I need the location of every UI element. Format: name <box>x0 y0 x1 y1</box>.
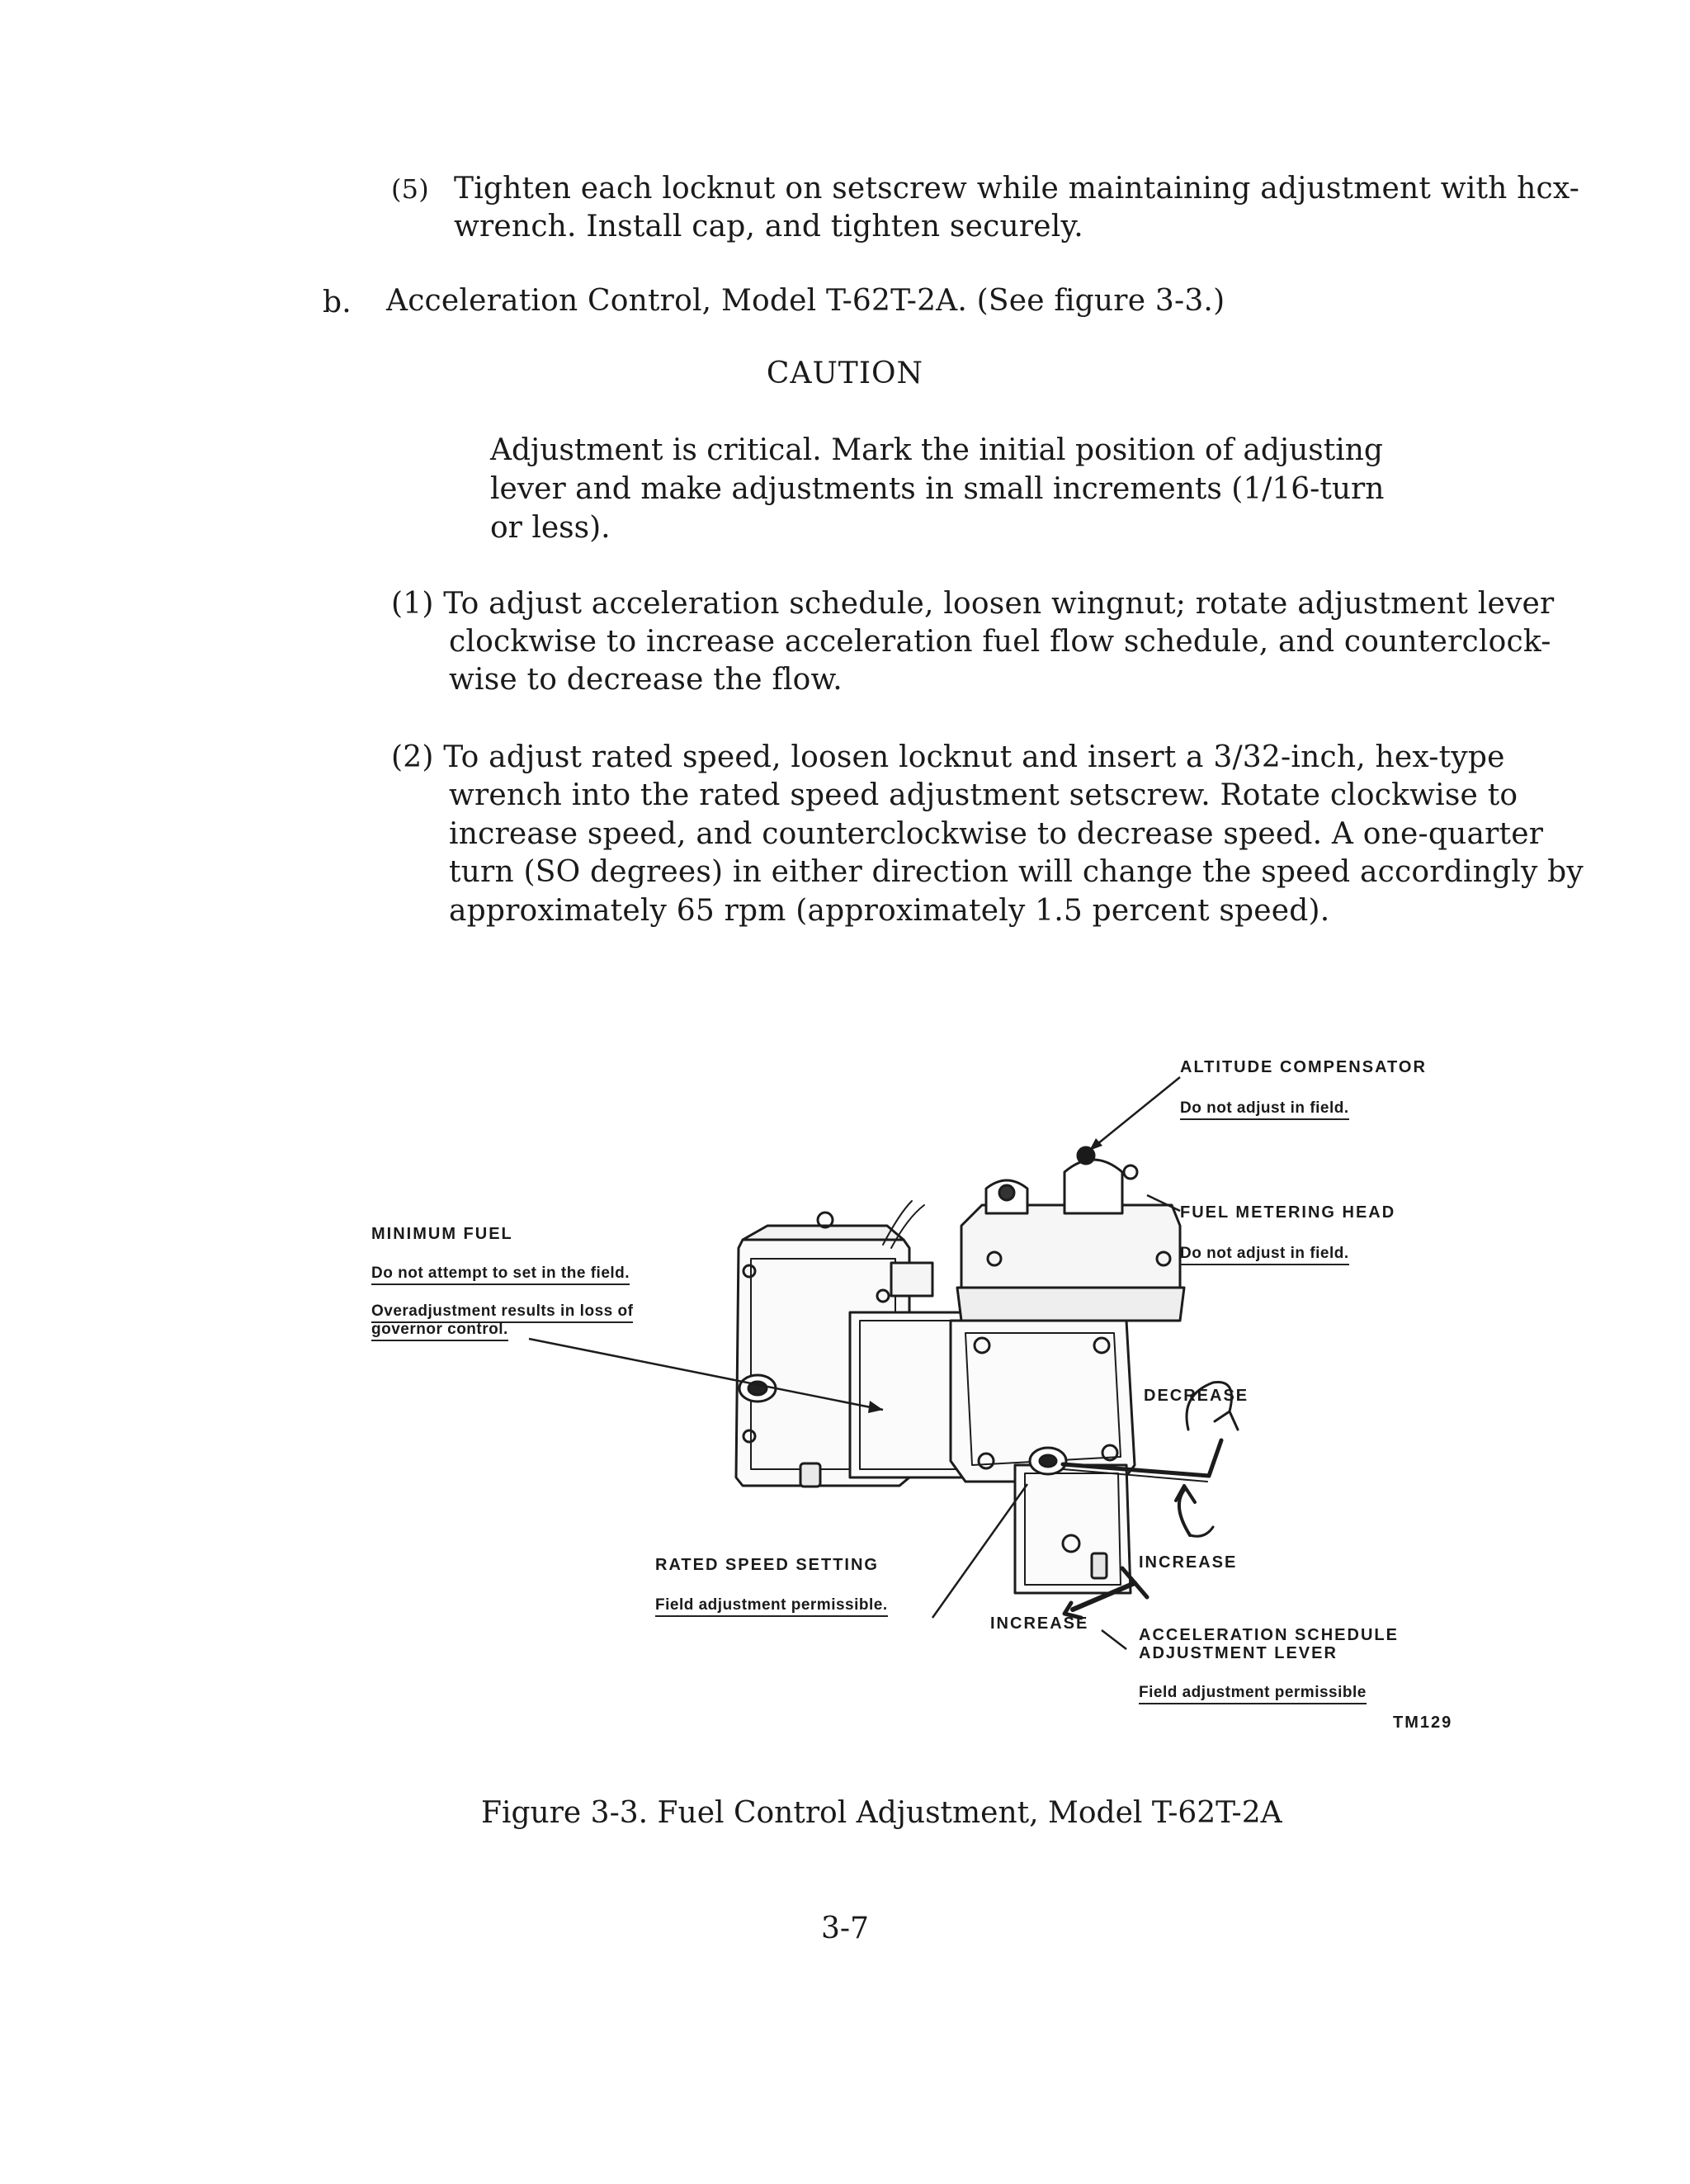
substep-2-line-4: turn (SO degrees) in either direction will change the speed accordingly by <box>449 855 1584 889</box>
note-minimum-fuel-2b: governor control. <box>371 1321 508 1341</box>
label-minimum-fuel: MINIMUM FUEL <box>371 1225 513 1243</box>
note-minimum-fuel-2a: Overadjustment results in loss of <box>371 1302 633 1323</box>
page-number: 3-7 <box>821 1912 869 1945</box>
substep-2-line-1: (2) To adjust rated speed, loosen locknut and insert a 3/32-inch, hex-type <box>391 740 1505 774</box>
step-b-text: Acceleration Control, Model T-62T-2A. (See figure 3-3.) <box>386 284 1225 318</box>
label-fuel-metering-head: FUEL METERING HEAD <box>1180 1203 1396 1222</box>
substep-2-line-5: approximately 65 rpm (approximately 1.5 percent speed). <box>449 894 1330 928</box>
caution-line-3: or less). <box>490 511 611 545</box>
note-accel-lever: Field adjustment permissible <box>1139 1684 1367 1704</box>
label-decrease: DECREASE <box>1144 1387 1249 1405</box>
label-rated-speed-setting: RATED SPEED SETTING <box>655 1556 879 1574</box>
label-increase-right: INCREASE <box>1139 1553 1238 1572</box>
note-altitude-compensator: Do not adjust in field. <box>1180 1099 1349 1120</box>
substep-1-line-2: clockwise to increase acceleration fuel flow schedule, and counterclock- <box>449 625 1551 659</box>
substep-2-line-2: wrench into the rated speed adjustment setscrew. Rotate clockwise to <box>449 778 1518 812</box>
label-increase-bottom: INCREASE <box>990 1614 1089 1633</box>
caution-line-1: Adjustment is critical. Mark the initial position of adjusting <box>490 433 1383 467</box>
figure-fuel-control <box>355 1048 1494 1775</box>
step-b-label: b. <box>323 286 352 319</box>
step-5-line-2: wrench. Install cap, and tighten securely. <box>454 210 1083 243</box>
step-5-number: (5) <box>391 173 429 205</box>
step-5-line-1: Tighten each locknut on setscrew while maintaining adjustment with hcx- <box>454 172 1580 206</box>
substep-2-line-3: increase speed, and counterclockwise to decrease speed. A one-quarter <box>449 817 1544 851</box>
fuel-control-illustration <box>355 1048 1494 1775</box>
figure-code: TM129 <box>1393 1714 1453 1732</box>
substep-1-line-1: (1) To adjust acceleration schedule, loosen wingnut; rotate adjustment lever <box>391 587 1555 621</box>
note-rated-speed-setting: Field adjustment permissible. <box>655 1596 888 1617</box>
label-altitude-compensator: ALTITUDE COMPENSATOR <box>1180 1058 1427 1076</box>
caution-line-2: lever and make adjustments in small increments (1/16-turn <box>490 472 1385 506</box>
note-minimum-fuel-1: Do not attempt to set in the field. <box>371 1265 630 1285</box>
note-fuel-metering-head: Do not adjust in field. <box>1180 1245 1349 1265</box>
label-accel-lever-2: ADJUSTMENT LEVER <box>1139 1644 1338 1662</box>
substep-1-line-3: wise to decrease the flow. <box>449 663 843 697</box>
caution-note <box>490 431 1384 547</box>
figure-caption: Figure 3-3. Fuel Control Adjustment, Model T-62T-2A <box>481 1796 1282 1830</box>
caution-title: CAUTION <box>766 357 924 390</box>
label-accel-lever-1: ACCELERATION SCHEDULE <box>1139 1626 1399 1644</box>
